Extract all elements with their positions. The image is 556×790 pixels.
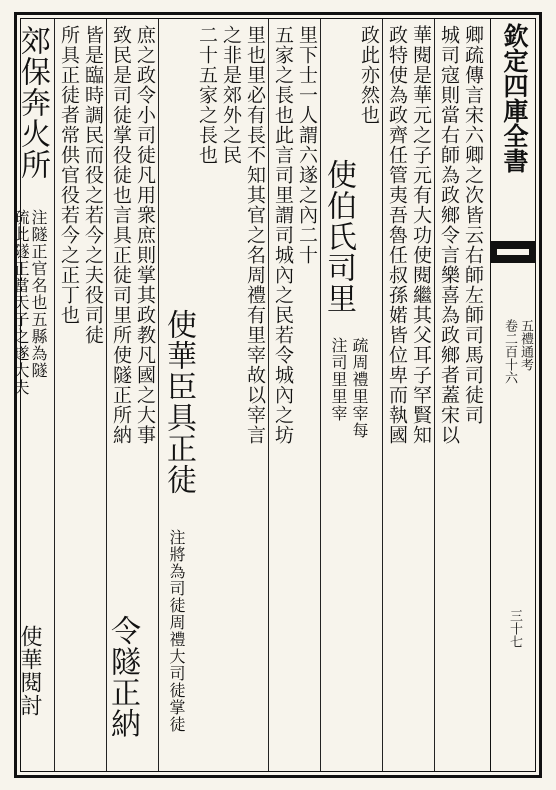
column-rule: [382, 19, 383, 771]
main-text-suizheng: 令隧正納: [105, 615, 140, 739]
margin-volume: 卷二百十六: [502, 319, 517, 384]
annotation-sili: 注司里里宰: [329, 337, 348, 422]
column-rule: [268, 19, 269, 771]
annotation-shu-li: 疏周禮里宰每: [350, 337, 369, 439]
text-column-10: 二十五家之長也: [196, 25, 218, 165]
fishtail-mark: [491, 241, 535, 263]
text-column-9: 之非是郊外之民: [220, 25, 242, 165]
main-text-huayue: 使華閱討: [17, 625, 42, 717]
text-column-7: 五家之長也此言司里謂司城內之民若令城內之坊: [272, 25, 294, 445]
margin-strip: [490, 19, 535, 771]
margin-page-number: 三十七: [507, 609, 522, 648]
text-column-14: 皆是臨時調民而役之若今之夫役司徒: [82, 25, 104, 345]
text-column-3: 華閱是華元之子元有大功使閱繼其父耳子罕賢知: [410, 25, 432, 445]
text-column-13: 致民是司徒掌役徒也言具正徒司里所使隧正所納: [110, 25, 132, 445]
column-rule: [434, 19, 435, 771]
text-column-6: 里下士一人謂六遂之內二十: [296, 25, 318, 265]
main-text-jiaobao: 郊保奔火所: [15, 25, 50, 180]
text-block: [11, 18, 536, 772]
main-text-bosi-sili: 使伯氏司里: [321, 159, 356, 314]
text-column-5: 政此亦然也: [358, 25, 380, 125]
main-text-huachen: 使華臣具正徒: [161, 309, 196, 495]
annotation-huachen: 注將為司徒周禮大司徒掌徒: [167, 529, 186, 733]
annotation-shu-sui: 疏此隧正當天子之遂大夫: [11, 209, 30, 396]
margin-book-name: 五禮通考: [518, 319, 533, 371]
text-column-2: 城司寇則當右師為政鄉令言樂喜為政鄉者蓋宋以: [438, 25, 460, 445]
text-column-15: 所具正徒者常供官役若今之正丁也: [58, 25, 80, 325]
text-column-4: 政特使為政齊任管夷吾魯任叔孫婼皆位卑而執國: [386, 25, 408, 445]
column-rule: [320, 19, 321, 771]
book-title: 欽定四庫全書: [500, 23, 529, 173]
text-column-1: 卿疏傳言宋六卿之次皆云右師左師司馬司徒司: [462, 25, 484, 425]
column-rule: [54, 19, 55, 771]
page-frame: [11, 12, 542, 778]
text-column-8: 里也里必有長不知其官之名周禮有里宰故以宰言: [244, 25, 266, 445]
annotation-jiaobao: 注隧正官名也五縣為隧: [29, 209, 48, 379]
margin-info: [502, 319, 532, 384]
text-column-12: 庶之政令小司徒凡用衆庶則掌其政教凡國之大事: [134, 25, 156, 445]
column-rule: [158, 19, 159, 771]
